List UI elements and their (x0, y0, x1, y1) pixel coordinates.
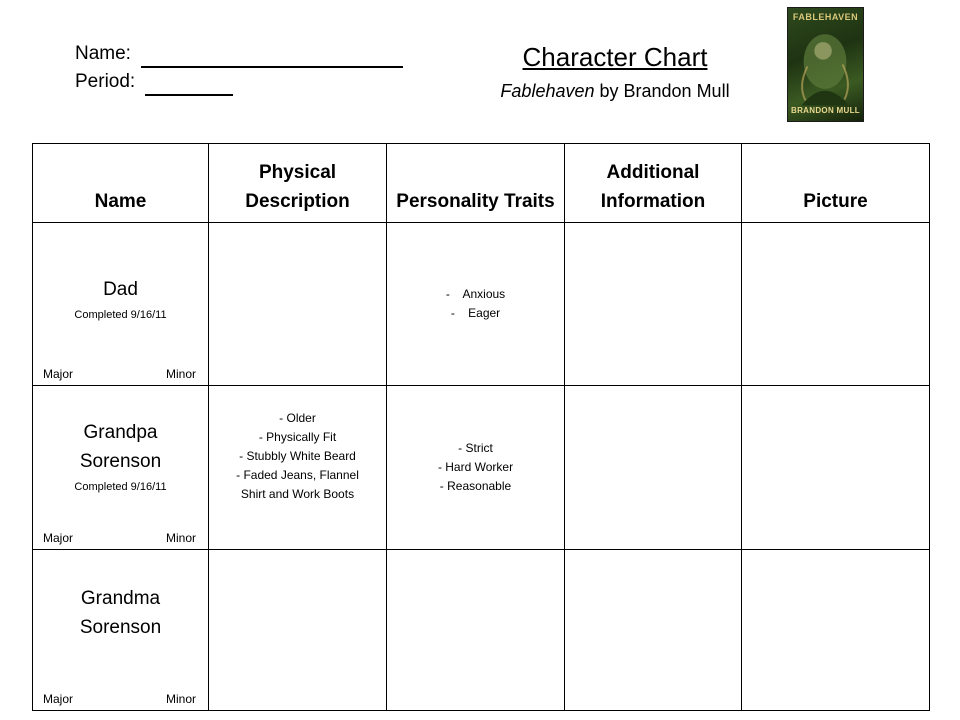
name-label: Name: (75, 43, 131, 64)
trait-item: - Reasonable (439, 479, 512, 493)
table-row (33, 386, 930, 550)
table-row (33, 550, 930, 711)
major-minor-options (43, 531, 196, 545)
column-header-personality: Personality Traits (387, 144, 565, 223)
cover-title: FABLEHAVEN (792, 12, 859, 22)
character-name-cell[interactable] (33, 550, 209, 711)
completed-date: Completed 9/16/11 (74, 309, 167, 321)
period-blank-line[interactable] (145, 74, 233, 96)
picture-cell[interactable] (742, 223, 930, 386)
character-name-cell[interactable] (33, 386, 209, 550)
period-field[interactable] (75, 68, 403, 96)
column-header-physical: Physical Description (209, 144, 387, 223)
trait-item: - Strict (458, 441, 493, 455)
character-name: Dad (103, 279, 138, 300)
personality-traits-cell[interactable] (387, 386, 565, 550)
major-option[interactable]: Major (43, 367, 74, 381)
minor-option[interactable]: Minor (165, 367, 196, 381)
description-item: - Physically Fit (258, 430, 337, 444)
major-option[interactable]: Major (43, 531, 74, 545)
name-blank-line[interactable] (141, 46, 403, 68)
book-title: Fablehaven (500, 81, 595, 101)
name-field[interactable] (75, 40, 403, 68)
description-item: - Older (279, 411, 316, 425)
description-item: Shirt and Work Boots (240, 487, 355, 501)
trait-item: - Eager (450, 306, 501, 320)
trait-item: - Anxious (445, 287, 506, 301)
trait-item: - Hard Worker (437, 460, 514, 474)
column-header-additional: Additional Information (565, 144, 742, 223)
minor-option[interactable]: Minor (165, 692, 196, 706)
minor-option[interactable]: Minor (165, 531, 196, 545)
page-subtitle (470, 78, 760, 104)
personality-traits-cell[interactable] (387, 223, 565, 386)
character-chart-table (32, 143, 930, 711)
page-title: Character Chart (522, 42, 708, 72)
completed-date: Completed 9/16/11 (74, 481, 167, 493)
student-info (75, 40, 403, 96)
picture-cell[interactable] (742, 550, 930, 711)
additional-information-cell[interactable] (565, 386, 742, 550)
period-label: Period: (75, 71, 136, 92)
cover-illustration (788, 8, 863, 120)
table-row (33, 223, 930, 386)
major-minor-options (43, 367, 196, 381)
personality-traits-cell[interactable] (387, 550, 565, 711)
book-cover-image (787, 7, 864, 122)
physical-description-cell[interactable] (209, 386, 387, 550)
cover-author: BRANDON MULL (791, 106, 860, 115)
major-minor-options (43, 692, 196, 706)
physical-description-cell[interactable] (209, 223, 387, 386)
picture-cell[interactable] (742, 386, 930, 550)
additional-information-cell[interactable] (565, 550, 742, 711)
character-name: Grandpa Sorenson (79, 422, 162, 472)
description-item: - Faded Jeans, Flannel (236, 468, 359, 482)
major-option[interactable]: Major (43, 692, 74, 706)
column-header-picture: Picture (742, 144, 930, 223)
physical-description-cell[interactable] (209, 550, 387, 711)
column-header-name: Name (33, 144, 209, 223)
character-name-cell[interactable] (33, 223, 209, 386)
additional-information-cell[interactable] (565, 223, 742, 386)
title-block (470, 40, 760, 104)
table-header-row (33, 144, 930, 223)
description-item: - Stubbly White Beard (239, 449, 356, 463)
book-author: by Brandon Mull (594, 81, 730, 101)
character-name: Grandma Sorenson (79, 588, 162, 638)
